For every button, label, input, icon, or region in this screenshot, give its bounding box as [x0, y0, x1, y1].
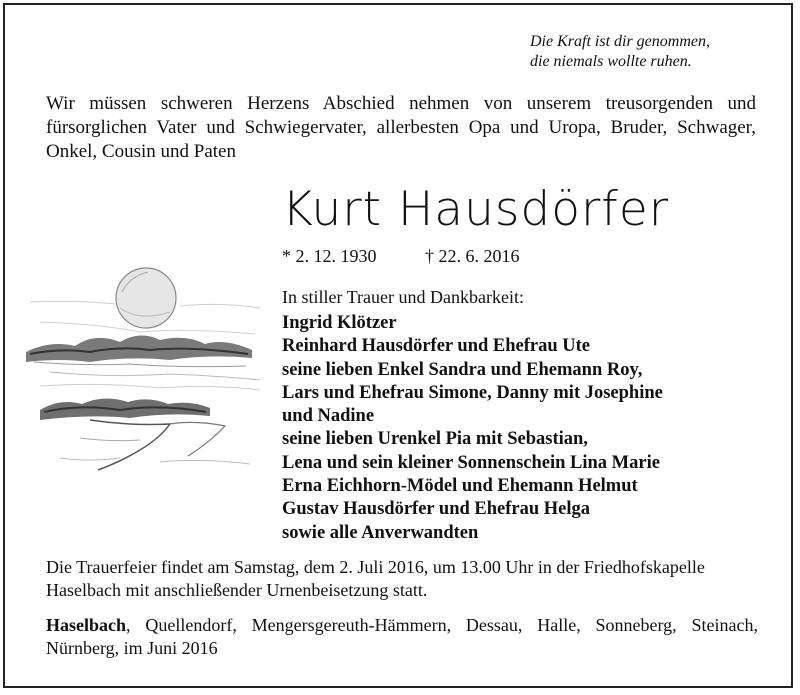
mourner-line: seine lieben Urenkel Pia mit Sebastian, — [282, 429, 588, 450]
places-line — [46, 614, 758, 660]
motto-line-1: Die Kraft ist dir genommen, — [530, 33, 710, 50]
mourner-line: und Nadine — [282, 406, 375, 427]
birth-date: * 2. 12. 1930 — [282, 246, 377, 266]
places-rest: , Quellendorf, Mengersgereuth-Hämmern, Dessau, Halle, Sonneberg, Steinach, Nürnberg, im Juni 2016 — [46, 615, 758, 658]
life-dates — [282, 245, 702, 267]
mourner-line: Lars und Ehefrau Simone, Danny mit Josephine — [282, 382, 663, 403]
mourner-line: Gustav Hausdörfer und Ehefrau Helga — [282, 499, 591, 520]
funeral-info: Die Trauerfeier findet am Samstag, dem 2. Juli 2016, um 13.00 Uhr in der Friedhofskapelle Haselbach mit anschließender Urnenbeisetzung statt. — [46, 557, 705, 600]
landscape-sketch-moon-icon — [20, 262, 268, 482]
mourner-line: Lena und sein kleiner Sonnenschein Lina Marie — [282, 452, 660, 473]
mourners-list — [282, 312, 762, 545]
mourner-line: Reinhard Hausdörfer und Ehefrau Ute — [282, 336, 591, 357]
death-date: † 22. 6. 2016 — [425, 246, 520, 266]
motto-verse — [530, 32, 770, 72]
mourner-line: sowie alle Anverwandten — [282, 522, 479, 543]
mourning-label: In stiller Trauer und Dankbarkeit: — [282, 287, 524, 307]
intro-text: Wir müssen schweren Herzens Abschied nehmen von unserem treusorgenden und fürsorglichen Vater und Schwiegervater, allerbesten Opa und Uropa, Bruder, Schwager, Onkel, Cousin und Paten — [46, 93, 756, 162]
place-first: Haselbach — [46, 615, 127, 635]
motto-line-2: die niemals wollte ruhen. — [530, 53, 692, 70]
deceased-name: Kurt Hausdörfer — [282, 182, 670, 237]
mourner-line: seine lieben Enkel Sandra und Ehemann Roy, — [282, 359, 643, 380]
mourner-line: Ingrid Klötzer — [282, 313, 397, 333]
mourner-line: Erna Eichhorn-Mödel und Ehemann Helmut — [282, 476, 638, 497]
